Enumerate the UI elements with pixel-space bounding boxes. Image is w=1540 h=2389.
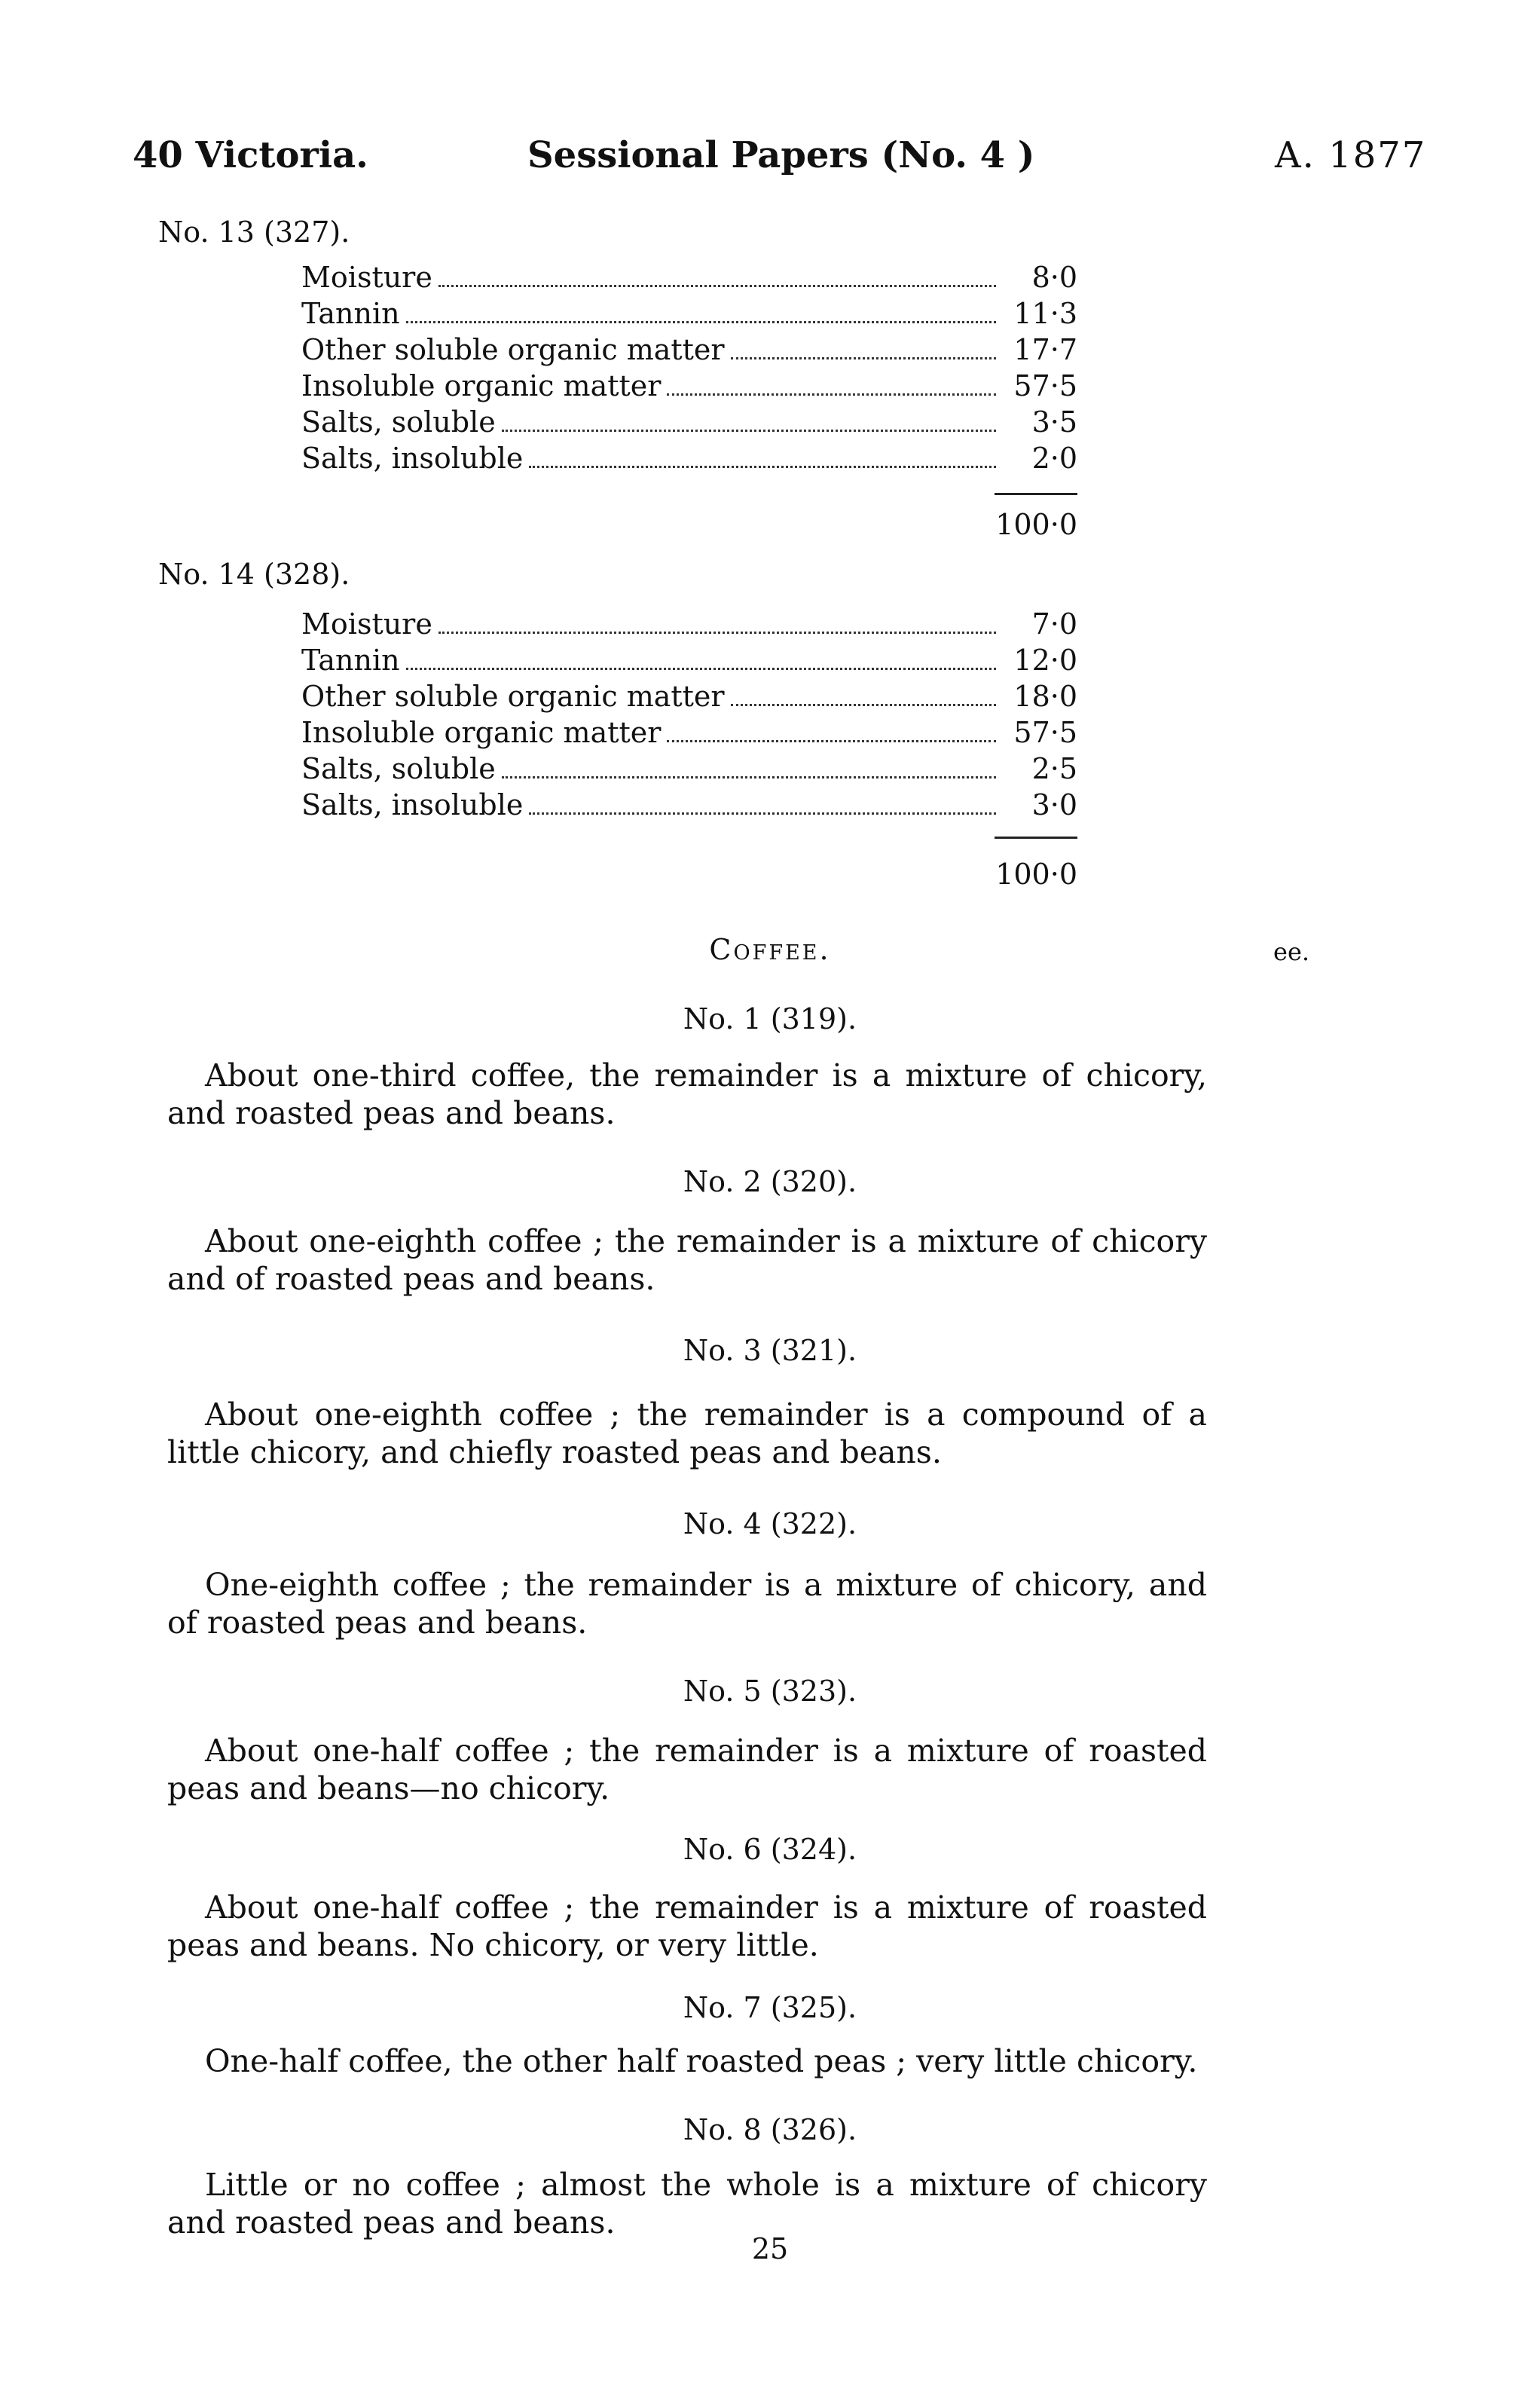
row-label: Tannin — [301, 644, 400, 677]
header-year: A. 1877 — [1275, 134, 1427, 176]
entry-heading: No. 7 (325). — [683, 1991, 857, 2024]
row-value: 7·0 — [1031, 607, 1077, 641]
table-row — [301, 787, 1077, 823]
row-value: 57·5 — [1013, 716, 1077, 749]
header-title: Sessional Papers (No. 4 ) — [527, 134, 1035, 176]
row-label: Insoluble organic matter — [301, 369, 662, 402]
entry-heading: No. 3 (321). — [683, 1334, 857, 1367]
sample-label-13: No. 13 (327). — [158, 216, 350, 249]
entry-text: About one-half coffee ; the remainder is a mixture of roasted peas and beans—no chicory. — [167, 1733, 1207, 1806]
table-row — [301, 368, 1077, 404]
table-row — [301, 678, 1077, 714]
row-value: 3·5 — [1031, 405, 1077, 439]
dot-leader — [529, 812, 996, 815]
dot-leader — [502, 776, 996, 778]
row-label: Moisture — [301, 261, 432, 294]
row-value: 17·7 — [1013, 333, 1077, 366]
dot-leader — [731, 704, 996, 706]
dot-leader — [438, 285, 996, 287]
section-title-coffee: Coffee. — [709, 933, 831, 966]
entry-text: One-half coffee, the other half roasted peas ; very little chicory. — [205, 2043, 1198, 2079]
header-session: 40 Victoria. — [133, 134, 368, 176]
dot-leader — [438, 632, 996, 634]
total-rule — [995, 493, 1077, 495]
row-value: 2·0 — [1031, 442, 1077, 475]
row-value: 11·3 — [1013, 297, 1077, 330]
entry-text: Little or no coffee ; almost the whole is a mixture of chicory and roasted peas and beans. — [167, 2167, 1207, 2241]
row-label: Moisture — [301, 607, 432, 641]
row-label: Salts, soluble — [301, 752, 496, 785]
row-label: Other soluble organic matter — [301, 680, 725, 713]
page-number: 25 — [751, 2232, 789, 2265]
entry-text: About one-third coffee, the remainder is a mixture of chicory, and roasted peas and beans. — [167, 1057, 1207, 1131]
row-label: Salts, insoluble — [301, 442, 524, 475]
dot-leader — [529, 466, 996, 468]
analysis-table-13 — [301, 259, 1077, 476]
table-row — [301, 404, 1077, 440]
row-label: Salts, soluble — [301, 405, 496, 439]
row-value: 8·0 — [1031, 261, 1077, 294]
row-value: 57·5 — [1013, 369, 1077, 402]
entry-heading: No. 8 (326). — [683, 2113, 857, 2146]
table-total-13: 100·0 — [995, 508, 1077, 541]
dot-leader — [406, 321, 996, 323]
table-row — [301, 642, 1077, 678]
dot-leader — [502, 430, 996, 432]
entry-text: About one-eighth coffee ; the remainder is a compound of a little chicory, and chiefly roasted peas and beans. — [167, 1396, 1207, 1470]
entry-text: About one-eighth coffee ; the remainder is a mixture of chicory and of roasted peas and beans. — [167, 1223, 1207, 1297]
entry-text: About one-half coffee ; the remainder is a mixture of roasted peas and beans. No chicory, or very little. — [167, 1889, 1207, 1963]
dot-leader — [406, 668, 996, 670]
entry-heading: No. 1 (319). — [683, 1002, 857, 1035]
dot-leader — [667, 740, 996, 742]
entry-heading: No. 6 (324). — [683, 1833, 857, 1866]
total-rule — [995, 837, 1077, 839]
row-value: 18·0 — [1013, 680, 1077, 713]
dot-leader — [731, 357, 996, 359]
table-row — [301, 332, 1077, 368]
entry-heading: No. 4 (322). — [683, 1507, 857, 1540]
analysis-table-14 — [301, 606, 1077, 823]
table-row — [301, 751, 1077, 787]
table-row — [301, 440, 1077, 476]
row-label: Other soluble organic matter — [301, 333, 725, 366]
row-value: 12·0 — [1013, 644, 1077, 677]
row-value: 2·5 — [1031, 752, 1077, 785]
row-value: 3·0 — [1031, 788, 1077, 821]
table-row — [301, 259, 1077, 295]
table-row — [301, 714, 1077, 751]
table-total-14: 100·0 — [995, 858, 1077, 891]
margin-fragment: ee. — [1273, 938, 1310, 966]
table-row — [301, 295, 1077, 332]
entry-heading: No. 2 (320). — [683, 1165, 857, 1198]
table-row — [301, 606, 1077, 642]
row-label: Salts, insoluble — [301, 788, 524, 821]
sample-label-14: No. 14 (328). — [158, 558, 350, 591]
entry-text: One-eighth coffee ; the remainder is a mixture of chicory, and of roasted peas and beans. — [167, 1567, 1207, 1641]
entry-heading: No. 5 (323). — [683, 1675, 857, 1708]
row-label: Insoluble organic matter — [301, 716, 662, 749]
row-label: Tannin — [301, 297, 400, 330]
dot-leader — [667, 393, 996, 396]
